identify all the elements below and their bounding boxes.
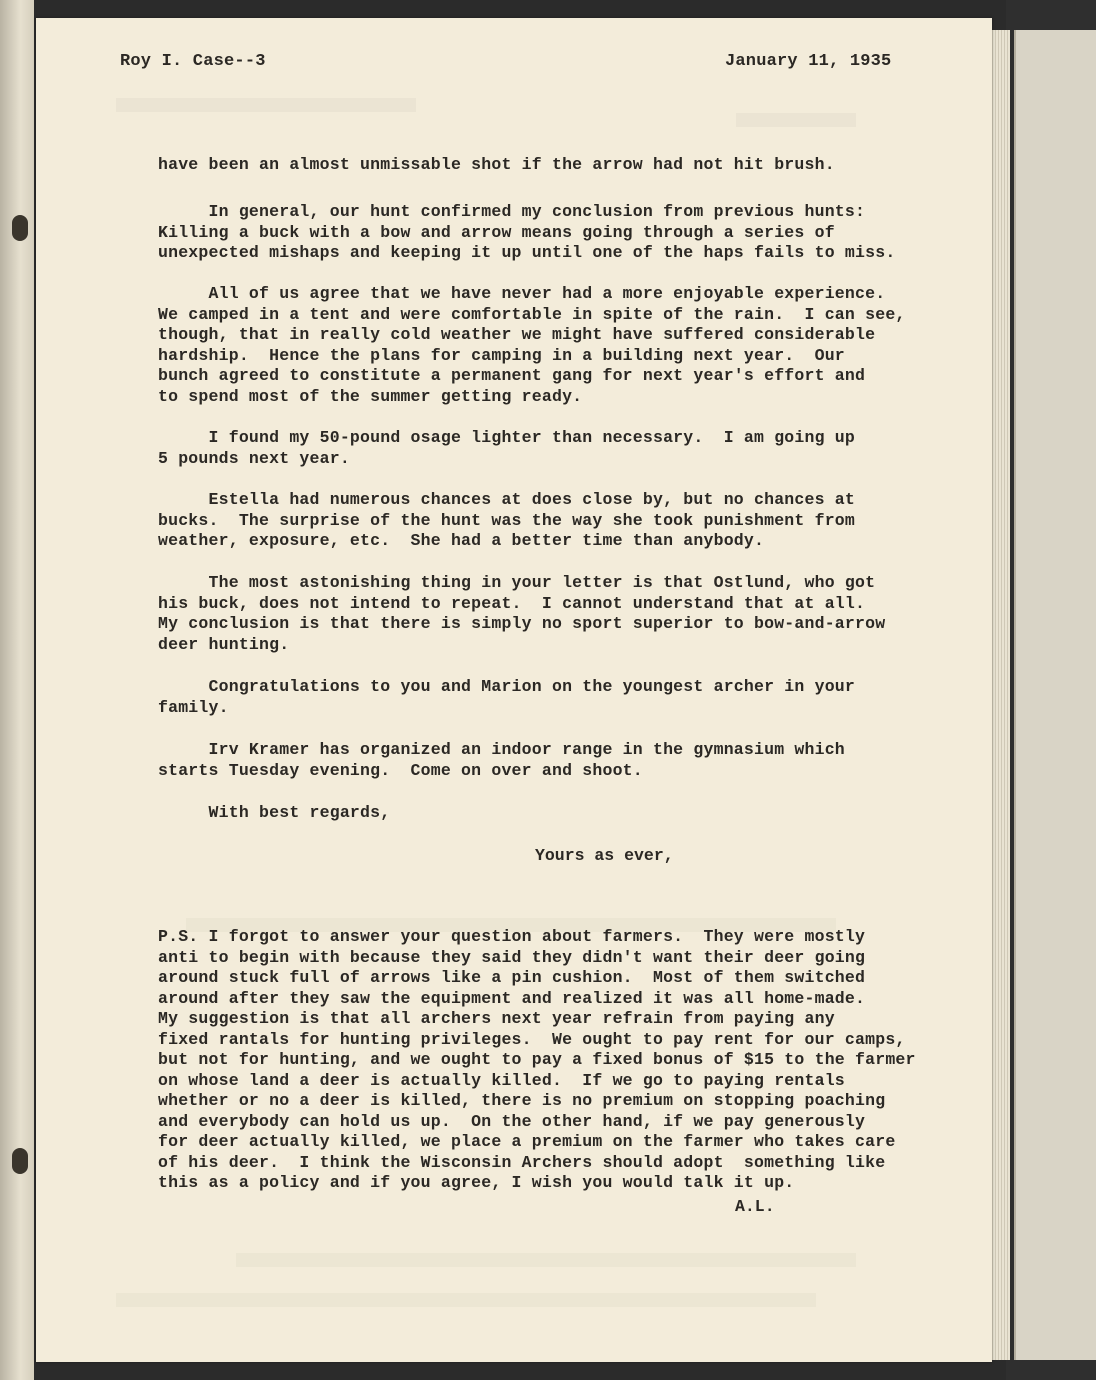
letter-paragraph bbox=[158, 573, 885, 655]
text-line: My suggestion is that all archers next year refrain from paying any bbox=[158, 1009, 835, 1028]
letter-paragraph bbox=[158, 284, 906, 407]
text-line: his buck, does not intend to repeat. I cannot understand that at all. bbox=[158, 593, 866, 613]
bleed-through-mark bbox=[736, 113, 856, 127]
letter-paragraph bbox=[158, 803, 390, 824]
text-line: hardship. Hence the plans for camping in a building next year. Our bbox=[158, 345, 845, 365]
page-stack-edge bbox=[990, 30, 1010, 1360]
text-line: anti to begin with because they said they didn't want their deer going bbox=[158, 947, 866, 967]
text-line: weather, exposure, etc. She had a better time than anybody. bbox=[158, 531, 765, 550]
text-line: fixed rantals for hunting privileges. We ought to pay rent for our camps, bbox=[158, 1029, 906, 1049]
text-line: With best regards, bbox=[158, 803, 391, 822]
text-line: around stuck full of arrows like a pin cushion. Most of them switched bbox=[158, 968, 866, 987]
cover-spine bbox=[1014, 30, 1096, 1360]
letter-paragraph bbox=[158, 677, 855, 718]
text-line: My conclusion is that there is simply no sport superior to bow-and-arrow bbox=[158, 614, 886, 633]
letter-paragraph bbox=[158, 428, 855, 469]
text-line: Killing a buck with a bow and arrow means going through a series of bbox=[158, 222, 835, 242]
bleed-through-mark bbox=[116, 1293, 816, 1307]
text-line: but not for hunting, and we ought to pay a fixed bonus of $15 to the farmer bbox=[158, 1050, 916, 1069]
binder-hole bbox=[12, 215, 28, 241]
text-line: whether or no a deer is killed, there is no premium on stopping poaching bbox=[158, 1091, 886, 1110]
letter-paragraph bbox=[158, 740, 845, 781]
text-line: I found my 50-pound osage lighter than necessary. I am going up bbox=[158, 428, 856, 447]
letter-paragraph bbox=[158, 490, 855, 552]
text-line: deer hunting. bbox=[158, 634, 290, 654]
text-line: though, that in really cold weather we might have suffered considerable bbox=[158, 325, 876, 344]
postscript bbox=[158, 927, 916, 1194]
text-line: bunch agreed to constitute a permanent gang for next year's effort and bbox=[158, 366, 866, 385]
text-line: this as a policy and if you agree, I wish you would talk it up. bbox=[158, 1173, 795, 1192]
text-line: P.S. I forgot to answer your question about farmers. They were mostly bbox=[158, 927, 866, 946]
text-line: to spend most of the summer getting ready. bbox=[158, 386, 583, 406]
page-header-date: January 11, 1935 bbox=[725, 52, 892, 71]
text-line: have been an almost unmissable shot if the arrow had not hit brush. bbox=[158, 155, 835, 174]
binder-hole bbox=[12, 1148, 28, 1174]
letter-paragraph bbox=[158, 202, 895, 264]
binder-left-page bbox=[0, 0, 34, 1380]
text-line: The most astonishing thing in your letter is that Ostlund, who got bbox=[158, 573, 876, 592]
text-line: We camped in a tent and were comfortable in spite of the rain. I can see, bbox=[158, 304, 906, 324]
bleed-through-mark bbox=[236, 1253, 856, 1267]
text-line: Irv Kramer has organized an indoor range in the gymnasium which bbox=[158, 740, 845, 759]
text-line: bucks. The surprise of the hunt was the way she took punishment from bbox=[158, 510, 856, 530]
letter-paragraph bbox=[158, 155, 835, 176]
text-line: for deer actually killed, we place a premium on the farmer who takes care bbox=[158, 1132, 896, 1151]
text-line: starts Tuesday evening. Come on over and shoot. bbox=[158, 760, 643, 780]
text-line: on whose land a deer is actually killed. If we go to paying rentals bbox=[158, 1070, 845, 1090]
text-line: In general, our hunt confirmed my conclusion from previous hunts: bbox=[158, 202, 866, 221]
text-line: around after they saw the equipment and realized it was all home-made. bbox=[158, 988, 866, 1008]
text-line: unexpected mishaps and keeping it up until one of the haps fails to miss. bbox=[158, 243, 896, 262]
signature-initials: A.L. bbox=[735, 1197, 775, 1216]
text-line: of his deer. I think the Wisconsin Archers should adopt something like bbox=[158, 1152, 886, 1172]
text-line: 5 pounds next year. bbox=[158, 448, 350, 468]
bleed-through-mark bbox=[116, 98, 416, 112]
text-line: and everybody can hold us up. On the other hand, if we pay generously bbox=[158, 1111, 866, 1131]
page-header-recipient: Roy I. Case--3 bbox=[120, 52, 266, 71]
closing-line: Yours as ever, bbox=[535, 846, 674, 865]
text-line: Estella had numerous chances at does close by, but no chances at bbox=[158, 490, 856, 509]
text-line: Congratulations to you and Marion on the youngest archer in your bbox=[158, 677, 856, 696]
text-line: family. bbox=[158, 697, 229, 717]
text-line: All of us agree that we have never had a more enjoyable experience. bbox=[158, 284, 886, 303]
